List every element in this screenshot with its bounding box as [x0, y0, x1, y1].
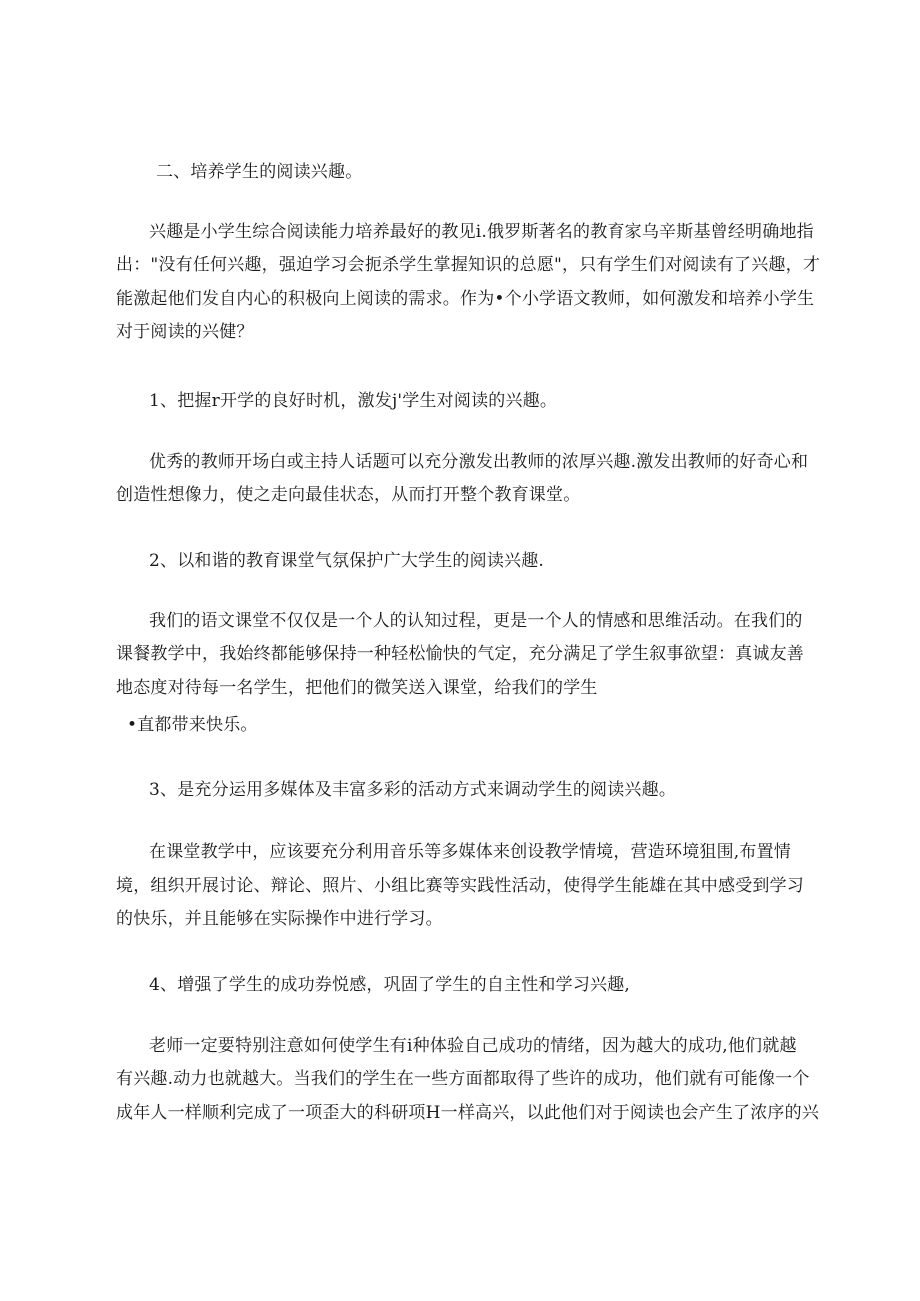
intro-paragraph-line: 能激起他们发自内心的积极向上阅读的需求。作为•个小学语文教师，如何激发和培养小学生 [116, 289, 815, 309]
item1-paragraph-line: 优秀的教师开场白或主持人话题可以充分激发出教师的浓厚兴趣.激发出教师的好奇心和 [149, 452, 809, 472]
section-heading: 二、培养学生的阅读兴趣。 [156, 162, 363, 182]
intro-paragraph-line: 兴趣是小学生综合阅读能力培养最好的教见i.俄罗斯著名的教育家乌辛斯基曾经明确地指 [149, 222, 814, 242]
item3-paragraph-line: 境，组织开展讨论、辩论、照片、小组比赛等实践性活动，使得学生能雄在其中感受到学习 [116, 876, 804, 896]
item1-paragraph-line: 创造性想像力，使之走向最佳状态，从而打开整个教育课堂。 [116, 485, 581, 505]
item1-heading: 1、把握r开学的良好时机，激发j'学生对阅读的兴趣。 [149, 391, 558, 411]
intro-paragraph-line: 出："没有任何兴趣，强迫学习会扼杀学生掌握知识的总愿"，只有学生们对阅读有了兴趣，才 [116, 255, 821, 275]
item2-paragraph-line: 课餐教学中，我始终都能够保持一种轻松愉快的气定，充分满足了学生叙事欲望：真诚友善 [116, 644, 804, 664]
item2-paragraph-line: 地态度对待每一名学生，把他们的微笑送入课堂，给我们的学生 [116, 678, 598, 698]
item3-heading: 3、是充分运用多媒体及丰富多彩的活动方式来调动学生的阅读兴趣。 [149, 780, 677, 800]
item4-paragraph-line: 成年人一样顺利完成了一项歪大的科研项H一样高兴，以此他们对于阅读也会产生了浓序的兴 [116, 1103, 820, 1123]
item4-heading: 4、增强了学生的成功券悦感，巩固了学生的自主性和学习兴趣, [149, 975, 631, 995]
item2-heading: 2、以和谐的教育课堂气氛保护广大学生的阅读兴趣. [149, 551, 545, 571]
item4-paragraph-line: 老师一定要特别注意如何使学生有i种体验自己成功的情绪，因为越大的成功,他们就越 [149, 1036, 797, 1056]
item3-paragraph-line: 的快乐，并且能够在实际操作中进行学习。 [116, 909, 443, 929]
item2-paragraph-line: 我们的语文课堂不仅仅是一个人的认知过程，更是一个人的情感和思维活动。在我们的 [149, 611, 803, 631]
intro-paragraph-line: 对于阅读的兴健？ [116, 322, 254, 342]
item4-paragraph-line: 有兴趣.动力也就越大。当我们的学生在一些方面都取得了些许的成功，他们就有可能像一个 [116, 1069, 810, 1089]
item2-paragraph-line: •直都带来快乐。 [127, 715, 258, 735]
item3-paragraph-line: 在课堂教学中，应该要充分利用音乐等多媒体来创设教学情境，营造环境狙围,布置情 [149, 842, 792, 862]
